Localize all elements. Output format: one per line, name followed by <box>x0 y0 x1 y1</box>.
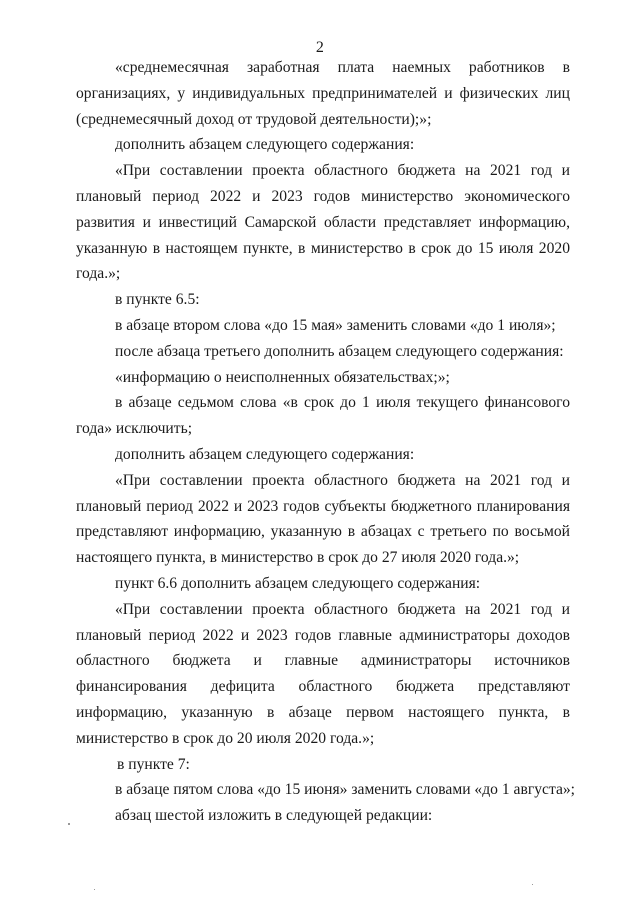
text-line: «среднемесячная заработная плата наемных работников в <box>115 59 570 76</box>
scan-speck <box>68 823 70 825</box>
text-line: министерство в срок до 20 июля 2020 года.»; <box>76 729 375 747</box>
paragraph <box>76 752 570 778</box>
paragraph <box>76 365 570 391</box>
text-line: дополнить абзацем следующего содержания: <box>115 445 415 463</box>
text-line: «При составлении проекта областного бюджета на 2021 год и <box>115 471 570 489</box>
paragraph <box>76 287 570 313</box>
text-line: года.»; <box>76 265 121 283</box>
text-line: областного бюджета и главные администраторы источников <box>76 652 570 670</box>
text-line: дополнить абзацем следующего содержания: <box>115 136 415 154</box>
text-line: в абзаце седьмом слова «в срок до 1 июля текущего финансового <box>115 394 570 412</box>
text-line: «При составлении проекта областного бюджета на 2021 год и <box>115 162 570 180</box>
text-line: организациях, у индивидуальных предпринимателей и физических лиц <box>76 84 570 102</box>
text-line: плановый период 2022 и 2023 годов министерство экономического <box>76 187 570 205</box>
text-line: в пункте 6.5: <box>115 291 200 309</box>
text-line: в абзаце пятом слова «до 15 июня» заменить словами «до 1 августа»; <box>115 781 576 799</box>
text-line: настоящего пункта, в министерство в срок до 27 июля 2020 года.»; <box>76 549 520 567</box>
text-line: представляют информацию, указанную в абзацах с третьего по восьмой <box>76 523 570 541</box>
text-line: «При составлении проекта областного бюджета на 2021 год и <box>115 600 570 618</box>
paragraph <box>76 158 570 287</box>
text-line: информацию, указанную в абзаце первом настоящего пункта, в <box>76 703 570 721</box>
paragraph <box>76 132 570 158</box>
paragraph <box>76 442 570 468</box>
text-line: года» исключить; <box>76 420 193 438</box>
paragraph <box>76 571 570 597</box>
text-line: плановый период 2022 и 2023 годов главные администраторы доходов <box>76 626 570 644</box>
text-line: пункт 6.6 дополнить абзацем следующего содержания: <box>115 574 481 592</box>
paragraph <box>76 339 570 365</box>
page-number: 2 <box>315 39 325 56</box>
text-line: финансирования дефицита областного бюджета представляют <box>76 678 570 696</box>
paragraph <box>76 597 570 752</box>
scan-speck <box>532 884 533 885</box>
text-line: в абзаце втором слова «до 15 мая» заменить словами «до 1 июля»; <box>115 316 556 334</box>
scan-speck <box>94 889 95 890</box>
paragraph <box>76 468 570 571</box>
paragraph <box>76 390 570 442</box>
text-line: указанную в настоящем пункте, в министерство в срок до 15 июля 2020 <box>76 239 570 257</box>
text-line: после абзаца третьего дополнить абзацем следующего содержания: <box>115 342 564 360</box>
text-line: абзац шестой изложить в следующей редакции: <box>115 807 433 825</box>
paragraph <box>76 777 576 803</box>
text-line: развития и инвестиций Самарской области представляет информацию, <box>76 213 570 231</box>
text-line: плановый период 2022 и 2023 годов субъекты бюджетного планирования <box>76 497 570 515</box>
text-line: в пункте 7: <box>117 755 190 773</box>
paragraph <box>76 55 570 132</box>
paragraph <box>76 313 570 339</box>
text-line: (среднемесячный доход от трудовой деятельности);»; <box>76 110 432 128</box>
text-line: «информацию о неисполненных обязательствах;»; <box>115 368 450 386</box>
paragraph <box>76 803 570 829</box>
document-body <box>76 55 576 829</box>
